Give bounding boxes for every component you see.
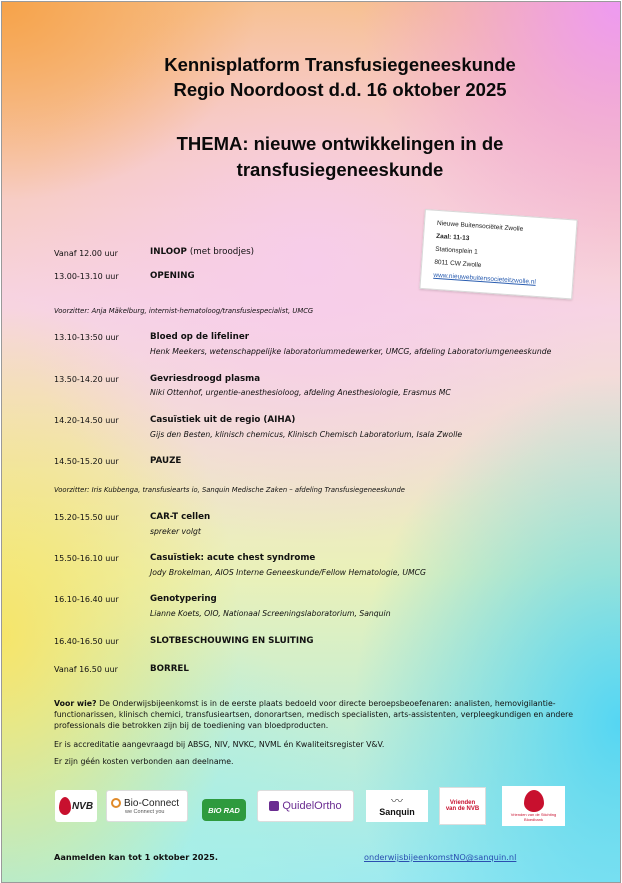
talk-3-speaker: Gijs den Besten, klinisch chemicus, Klinisch Chemisch Laboratorium, Isala Zwolle [150, 430, 463, 439]
talk-1-time: 13.10-13:50 uur [54, 333, 119, 342]
talk-4-title: CAR-T cellen [150, 512, 211, 522]
opening-time: 13.00-13.10 uur [54, 272, 119, 281]
chair-1: Voorzitter: Anja Mäkelburg, internist-hematoloog/transfusiespecialist, UMCG [54, 307, 314, 315]
theme-line-2: transfusiegeneeskunde [236, 159, 444, 180]
quidelortho-logo [257, 790, 354, 822]
costs-text: Er zijn géén kosten verbonden aan deelname. [54, 757, 234, 766]
talk-6-time: 16.10-16.40 uur [54, 595, 119, 604]
vrienden-bloedbank-logo [502, 786, 565, 826]
talk-2-title: Gevriesdroogd plasma [150, 374, 261, 384]
talk-2-time: 13.50-14.20 uur [54, 375, 119, 384]
blood-drop-icon [524, 790, 544, 812]
inloop-note: (met broodjes) [189, 247, 254, 257]
inloop-time: Vanaf 12.00 uur [54, 249, 118, 258]
borrel-time: Vanaf 16.50 uur [54, 665, 118, 674]
audience-text: De Onderwijsbijeenkomst is in de eerste plaats bedoeld voor directe beroepsbeoefenaren: analisten, hemovigilantie-functionarissen, klinisch chemici, transfusieartsen, donorartsen, medisch specialisten, arts-assistenten, verpleegkundigen en andere professionals die betrokken zijn bij de toediening van bloedproducten. [54, 699, 574, 730]
sanquin-logo [366, 790, 428, 822]
venue-street: Stationsplein 1 [434, 245, 478, 256]
inloop-label: INLOOP [150, 247, 187, 257]
quidelortho-icon [269, 801, 279, 811]
sanquin-logo-text: Sanquin [379, 807, 415, 817]
pauze-time: 14.50-15.20 uur [54, 457, 119, 466]
audience-paragraph [54, 699, 594, 731]
venue-name: Nieuwe Buitensociëteit Zwolle [436, 219, 524, 233]
talk-2-speaker: Niki Ottenhof, urgentie-anesthesioloog, afdeling Anesthesiologie, Erasmus MC [150, 388, 451, 397]
talk-5-speaker: Jody Brokelman, AIOS Interne Geneeskunde/Fellow Hematologie, UMCG [150, 568, 427, 577]
vrienden-bloedbank-text: Vrienden van de Stichting Bloedbank [510, 812, 557, 822]
opening-title: OPENING [150, 271, 195, 281]
closing-time: 16.40-16.50 uur [54, 637, 119, 646]
sanquin-swirl-icon: 〰 [390, 794, 403, 808]
venue-hall: Zaal: 11-13 [435, 232, 470, 243]
venue-city: 8011 CW Zwolle [434, 258, 482, 270]
talk-1-speaker: Henk Meekers, wetenschappelijke laboratoriummedewerker, UMCG, afdeling Laboratoriumgeneeskunde [150, 347, 552, 356]
quidelortho-logo-text: QuidelOrtho [282, 800, 342, 812]
nvb-logo [55, 790, 97, 822]
nvb-logo-text: NVB [71, 800, 94, 812]
audience-label: Voor wie? [54, 699, 97, 708]
bio-connect-name: Bio-Connect [124, 797, 180, 809]
inloop-title [150, 247, 254, 258]
bio-rad-logo-text: BIO RAD [208, 805, 240, 815]
accreditation-text: Er is accreditatie aangevraagd bij ABSG, NIV, NVKC, NVML én Kwaliteitsregister V&V. [54, 740, 385, 749]
bio-connect-mark [111, 798, 179, 809]
bio-connect-logo [106, 790, 188, 822]
talk-6-speaker: Lianne Koets, OIO, Nationaal Screeningslaboratorium, Sanquin [150, 609, 391, 618]
vrienden-nvb-logo [439, 787, 486, 825]
bio-connect-icon [111, 798, 121, 808]
blood-drop-icon [59, 797, 71, 815]
talk-4-speaker: spreker volgt [150, 527, 201, 536]
pauze-title: PAUZE [150, 456, 182, 466]
venue-card [419, 209, 577, 299]
borrel-title: BORREL [150, 664, 189, 674]
talk-5-time: 15.50-16.10 uur [54, 554, 119, 563]
event-title-line-2: Regio Noordoost d.d. 16 oktober 2025 [173, 79, 507, 100]
vrienden-nvb-line-1: Vrienden [449, 800, 476, 806]
talk-6-title: Genotypering [150, 594, 217, 604]
event-title-line-1: Kennisplatform Transfusiegeneeskunde [164, 54, 516, 75]
closing-title: SLOTBESCHOUWING EN SLUITING [150, 636, 314, 646]
vrienden-nvb-line-2: van de NVB [445, 806, 480, 812]
flyer-page [1, 1, 621, 883]
bio-rad-logo [202, 799, 246, 821]
contact-email-link[interactable]: onderwijsbijeenkomstNO@sanquin.nl [364, 852, 517, 862]
talk-1-title: Bloed op de lifeliner [150, 332, 249, 342]
registration-deadline: Aanmelden kan tot 1 oktober 2025. [54, 852, 218, 862]
talk-5-title: Casuïstiek: acute chest syndrome [150, 553, 316, 563]
talk-3-time: 14.20-14.50 uur [54, 416, 119, 425]
bio-connect-tagline: we Connect you [125, 808, 165, 815]
talk-3-title: Casuïstiek uit de regio (AIHA) [150, 415, 296, 425]
theme-line-1: THEMA: nieuwe ontwikkelingen in de [176, 133, 504, 154]
venue-website-link[interactable]: www.nieuwebuitensocieteitzwolle.nl [433, 271, 537, 286]
talk-4-time: 15.20-15.50 uur [54, 513, 119, 522]
chair-2: Voorzitter: Iris Kubbenga, transfusiearts io, Sanquin Medische Zaken – afdeling Transfusiegeneeskunde [54, 486, 405, 494]
